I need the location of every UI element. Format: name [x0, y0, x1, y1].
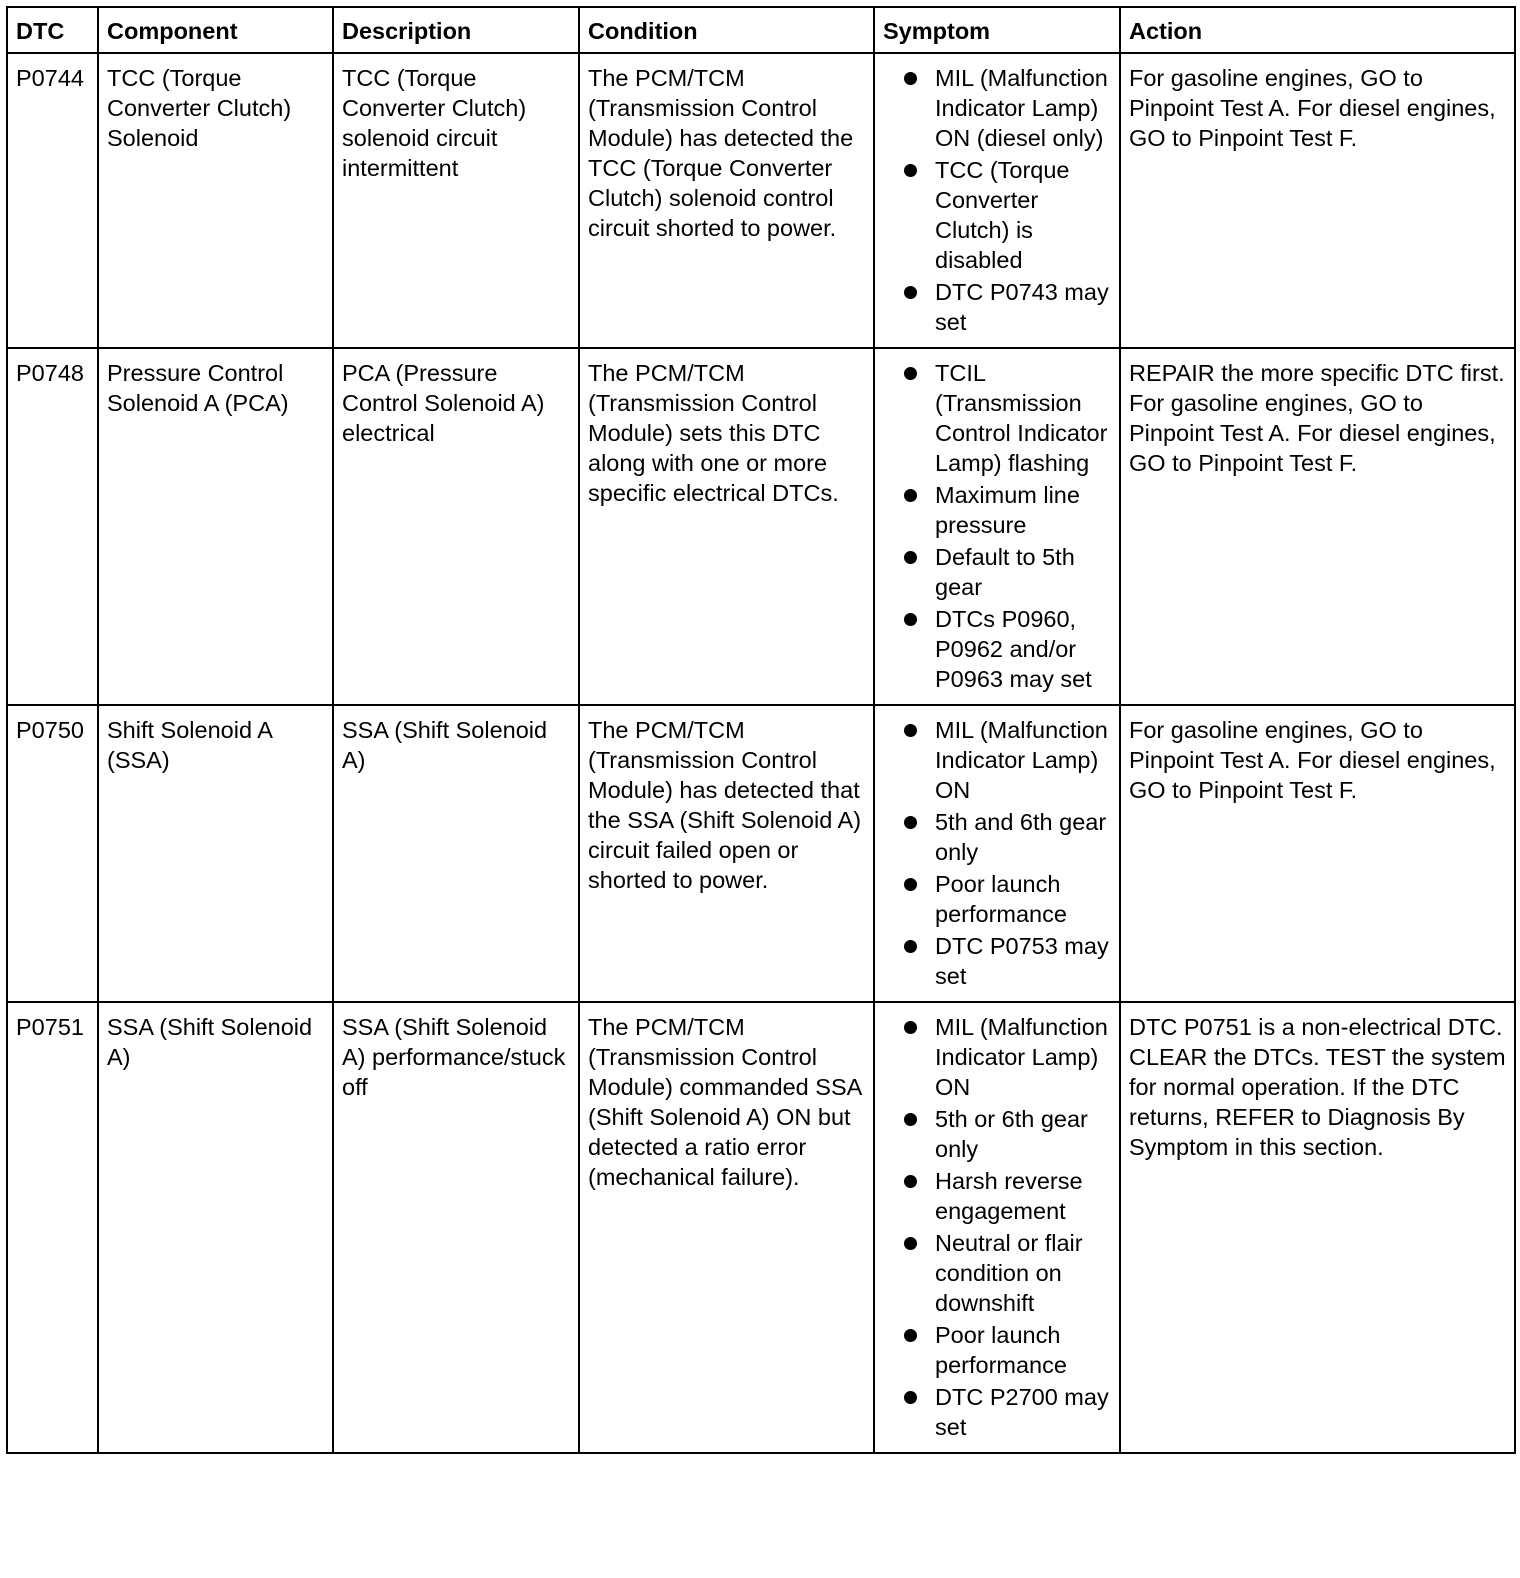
bullet-icon [904, 286, 917, 299]
symptom-item [883, 715, 1111, 805]
symptom-item [883, 358, 1111, 478]
symptom-text: DTCs P0960, P0962 and/or P0963 may set [935, 606, 1092, 692]
header-condition: Condition [579, 7, 874, 53]
symptom-item [883, 604, 1111, 694]
bullet-icon [904, 816, 917, 829]
dtc-table [6, 6, 1516, 1454]
symptom-item [883, 869, 1111, 929]
cell-action: REPAIR the more specific DTC first. For gasoline engines, GO to Pinpoint Test A. For diesel engines, GO to Pinpoint Test F. [1120, 348, 1515, 705]
cell-action: For gasoline engines, GO to Pinpoint Test A. For diesel engines, GO to Pinpoint Test F. [1120, 53, 1515, 348]
symptom-list [883, 63, 1111, 337]
cell-dtc: P0751 [7, 1002, 98, 1453]
bullet-icon [904, 724, 917, 737]
symptom-text: DTC P0753 may set [935, 933, 1109, 989]
bullet-icon [904, 1391, 917, 1404]
symptom-item [883, 1166, 1111, 1226]
header-row [7, 7, 1515, 53]
symptom-text: MIL (Malfunction Indicator Lamp) ON (diesel only) [935, 65, 1108, 151]
bullet-icon [904, 1237, 917, 1250]
bullet-icon [904, 1021, 917, 1034]
symptom-item [883, 1228, 1111, 1318]
header-action: Action [1120, 7, 1515, 53]
symptom-item [883, 1012, 1111, 1102]
symptom-text: MIL (Malfunction Indicator Lamp) ON [935, 1014, 1108, 1100]
symptom-item [883, 1104, 1111, 1164]
symptom-item [883, 807, 1111, 867]
symptom-text: DTC P2700 may set [935, 1384, 1109, 1440]
symptom-text: Default to 5th gear [935, 544, 1075, 600]
symptom-text: Neutral or flair condition on downshift [935, 1230, 1083, 1316]
symptom-text: TCC (Torque Converter Clutch) is disabled [935, 157, 1070, 273]
bullet-icon [904, 1175, 917, 1188]
cell-dtc: P0748 [7, 348, 98, 705]
header-description: Description [333, 7, 579, 53]
symptom-item [883, 277, 1111, 337]
symptom-item [883, 1382, 1111, 1442]
cell-symptom [874, 705, 1120, 1002]
header-symptom: Symptom [874, 7, 1120, 53]
table-row [7, 348, 1515, 705]
bullet-icon [904, 940, 917, 953]
bullet-icon [904, 367, 917, 380]
symptom-text: Poor launch performance [935, 871, 1067, 927]
bullet-icon [904, 878, 917, 891]
symptom-item [883, 931, 1111, 991]
header-dtc: DTC [7, 7, 98, 53]
symptom-list [883, 715, 1111, 991]
symptom-text: MIL (Malfunction Indicator Lamp) ON [935, 717, 1108, 803]
symptom-text: 5th and 6th gear only [935, 809, 1107, 865]
header-component: Component [98, 7, 333, 53]
symptom-item [883, 155, 1111, 275]
cell-condition: The PCM/TCM (Transmission Control Module) has detected that the SSA (Shift Solenoid A) circuit failed open or shorted to power. [579, 705, 874, 1002]
symptom-item [883, 480, 1111, 540]
cell-action: For gasoline engines, GO to Pinpoint Test A. For diesel engines, GO to Pinpoint Test F. [1120, 705, 1515, 1002]
table-row [7, 1002, 1515, 1453]
cell-symptom [874, 53, 1120, 348]
cell-component: Pressure Control Solenoid A (PCA) [98, 348, 333, 705]
cell-description: TCC (Torque Converter Clutch) solenoid circuit intermittent [333, 53, 579, 348]
cell-description: SSA (Shift Solenoid A) performance/stuck off [333, 1002, 579, 1453]
symptom-text: Maximum line pressure [935, 482, 1080, 538]
symptom-text: Harsh reverse engagement [935, 1168, 1083, 1224]
bullet-icon [904, 72, 917, 85]
cell-dtc: P0744 [7, 53, 98, 348]
cell-component: TCC (Torque Converter Clutch) Solenoid [98, 53, 333, 348]
symptom-item [883, 542, 1111, 602]
cell-dtc: P0750 [7, 705, 98, 1002]
bullet-icon [904, 613, 917, 626]
cell-action: DTC P0751 is a non-electrical DTC. CLEAR the DTCs. TEST the system for normal operation. If the DTC returns, REFER to Diagnosis By Symptom in this section. [1120, 1002, 1515, 1453]
table-row [7, 705, 1515, 1002]
cell-description: PCA (Pressure Control Solenoid A) electrical [333, 348, 579, 705]
cell-component: SSA (Shift Solenoid A) [98, 1002, 333, 1453]
table-row [7, 53, 1515, 348]
cell-description: SSA (Shift Solenoid A) [333, 705, 579, 1002]
bullet-icon [904, 1113, 917, 1126]
bullet-icon [904, 489, 917, 502]
cell-component: Shift Solenoid A (SSA) [98, 705, 333, 1002]
cell-symptom [874, 1002, 1120, 1453]
symptom-text: 5th or 6th gear only [935, 1106, 1088, 1162]
symptom-item [883, 1320, 1111, 1380]
symptom-item [883, 63, 1111, 153]
bullet-icon [904, 551, 917, 564]
cell-condition: The PCM/TCM (Transmission Control Module) has detected the TCC (Torque Converter Clutch) solenoid control circuit shorted to power. [579, 53, 874, 348]
symptom-text: DTC P0743 may set [935, 279, 1109, 335]
cell-condition: The PCM/TCM (Transmission Control Module) commanded SSA (Shift Solenoid A) ON but detected a ratio error (mechanical failure). [579, 1002, 874, 1453]
symptom-text: TCIL (Transmission Control Indicator Lamp) flashing [935, 360, 1108, 476]
cell-symptom [874, 348, 1120, 705]
bullet-icon [904, 164, 917, 177]
symptom-list [883, 1012, 1111, 1442]
symptom-text: Poor launch performance [935, 1322, 1067, 1378]
symptom-list [883, 358, 1111, 694]
cell-condition: The PCM/TCM (Transmission Control Module) sets this DTC along with one or more specific electrical DTCs. [579, 348, 874, 705]
bullet-icon [904, 1329, 917, 1342]
